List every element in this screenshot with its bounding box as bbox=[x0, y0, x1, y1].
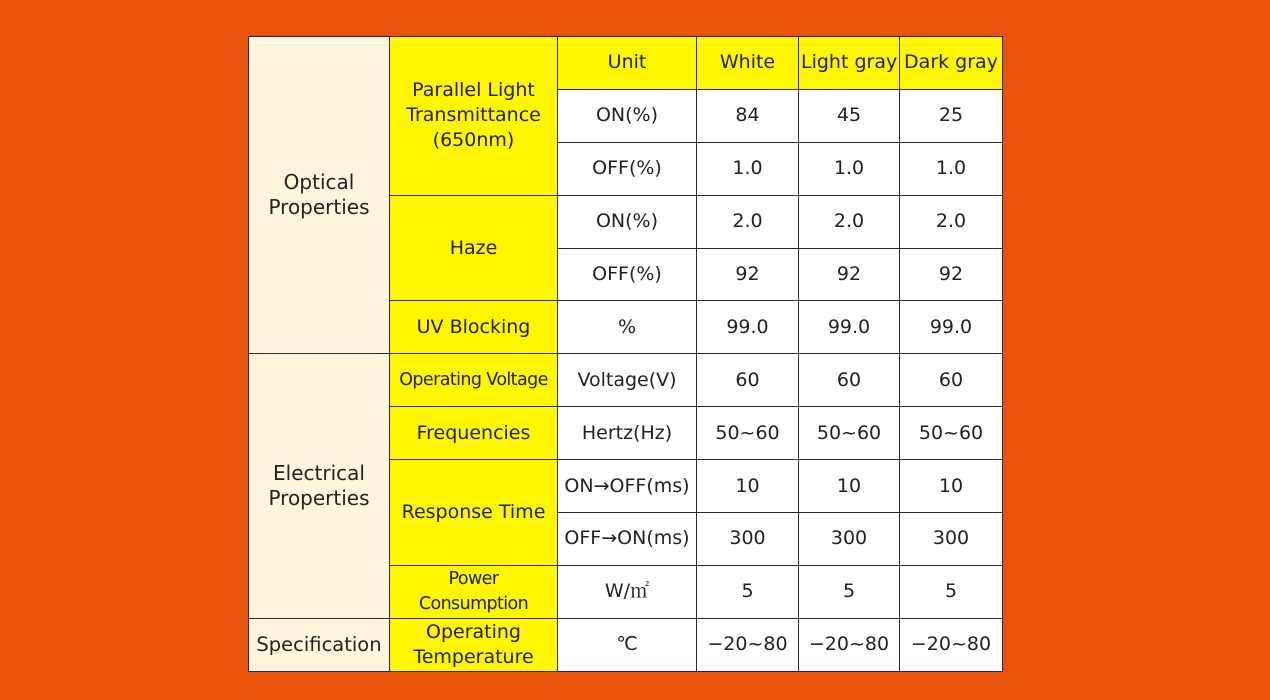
dark-gray-cell: 300 bbox=[900, 513, 1003, 566]
category-optical: Optical Properties bbox=[249, 37, 390, 354]
sub-haze: Haze bbox=[390, 195, 558, 301]
dark-gray-cell: 25 bbox=[900, 89, 1003, 142]
white-cell: 84 bbox=[697, 89, 799, 142]
unit-cell: % bbox=[558, 301, 697, 354]
category-specification: Specification bbox=[249, 618, 390, 671]
spec-table bbox=[248, 36, 1003, 672]
dark-gray-cell: 50~60 bbox=[900, 407, 1003, 460]
sub-parallel-light: Parallel Light Transmittance (650nm) bbox=[390, 37, 558, 196]
dark-gray-cell: −20~80 bbox=[900, 618, 1003, 671]
white-cell: 92 bbox=[697, 248, 799, 301]
light-gray-cell: 45 bbox=[799, 89, 900, 142]
light-gray-cell: 5 bbox=[799, 565, 900, 618]
white-cell: 5 bbox=[697, 565, 799, 618]
dark-gray-cell: 60 bbox=[900, 354, 1003, 407]
unit-cell: OFF→ON(ms) bbox=[558, 513, 697, 566]
light-gray-cell: −20~80 bbox=[799, 618, 900, 671]
header-white: White bbox=[697, 37, 799, 90]
white-cell: 300 bbox=[697, 513, 799, 566]
light-gray-cell: 1.0 bbox=[799, 142, 900, 195]
light-gray-cell: 300 bbox=[799, 513, 900, 566]
light-gray-cell: 50~60 bbox=[799, 407, 900, 460]
white-cell: 2.0 bbox=[697, 195, 799, 248]
dark-gray-cell: 5 bbox=[900, 565, 1003, 618]
header-light-gray: Light gray bbox=[799, 37, 900, 90]
sub-power-consumption: Power Consumption bbox=[390, 565, 558, 618]
dark-gray-cell: 1.0 bbox=[900, 142, 1003, 195]
light-gray-cell: 99.0 bbox=[799, 301, 900, 354]
header-row bbox=[249, 37, 1003, 90]
table-row bbox=[249, 618, 1003, 671]
sub-operating-temperature: Operating Temperature bbox=[390, 618, 558, 671]
unit-cell: W/㎡ bbox=[558, 565, 697, 618]
dark-gray-cell: 92 bbox=[900, 248, 1003, 301]
unit-cell: ℃ bbox=[558, 618, 697, 671]
light-gray-cell: 60 bbox=[799, 354, 900, 407]
sub-frequencies: Frequencies bbox=[390, 407, 558, 460]
white-cell: 99.0 bbox=[697, 301, 799, 354]
sub-uv-blocking: UV Blocking bbox=[390, 301, 558, 354]
category-electrical: Electrical Properties bbox=[249, 354, 390, 618]
white-cell: 60 bbox=[697, 354, 799, 407]
table-row bbox=[249, 354, 1003, 407]
dark-gray-cell: 99.0 bbox=[900, 301, 1003, 354]
white-cell: 10 bbox=[697, 460, 799, 513]
unit-cell: Hertz(Hz) bbox=[558, 407, 697, 460]
unit-cell: Voltage(V) bbox=[558, 354, 697, 407]
header-dark-gray: Dark gray bbox=[900, 37, 1003, 90]
unit-cell: OFF(%) bbox=[558, 142, 697, 195]
dark-gray-cell: 10 bbox=[900, 460, 1003, 513]
white-cell: −20~80 bbox=[697, 618, 799, 671]
sub-response-time: Response Time bbox=[390, 460, 558, 566]
unit-cell: ON(%) bbox=[558, 195, 697, 248]
unit-cell: OFF(%) bbox=[558, 248, 697, 301]
white-cell: 1.0 bbox=[697, 142, 799, 195]
unit-cell: ON→OFF(ms) bbox=[558, 460, 697, 513]
light-gray-cell: 92 bbox=[799, 248, 900, 301]
light-gray-cell: 10 bbox=[799, 460, 900, 513]
white-cell: 50~60 bbox=[697, 407, 799, 460]
header-unit: Unit bbox=[558, 37, 697, 90]
light-gray-cell: 2.0 bbox=[799, 195, 900, 248]
sub-operating-voltage: Operating Voltage bbox=[390, 354, 558, 407]
dark-gray-cell: 2.0 bbox=[900, 195, 1003, 248]
unit-cell: ON(%) bbox=[558, 89, 697, 142]
